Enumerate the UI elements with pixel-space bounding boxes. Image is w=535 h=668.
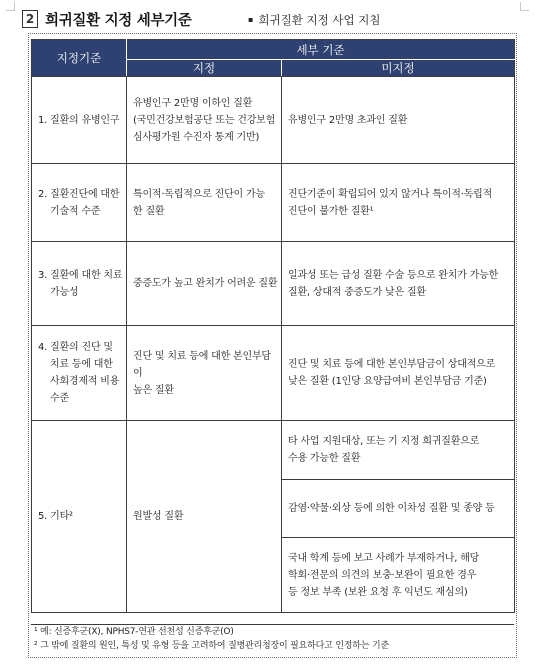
cell-line: 수용 가능한 질환	[288, 453, 361, 464]
cell-line: 일과성 또는 급성 질환 수술 등으로 완치가 가능한	[288, 269, 499, 281]
footnote-1: ¹ 예: 신증후군(X), NPHS7-연관 선천성 신증후군(O)	[34, 627, 234, 637]
cell-line: 진단 및 치료 등에 대한 본인부담이	[133, 350, 271, 379]
cell-line: 한 질환	[133, 205, 165, 217]
header-detail: 세부 기준	[127, 40, 515, 60]
header-designated: 지정	[127, 60, 282, 77]
cell-line: 진단이 불가한 질환¹	[288, 205, 374, 217]
cell-line: 진단 및 치료 등에 대한 본인부담금이 상대적으로	[288, 359, 496, 370]
cell-line: 유병인구 2만명 초과인 질환	[288, 114, 408, 126]
criterion-line: 기술적 수준	[50, 205, 101, 217]
criterion-line: 3. 질환에 대한 치료	[38, 269, 123, 281]
header-not-designated: 미지정	[282, 60, 515, 77]
table-row	[32, 77, 515, 164]
criterion-line: 치료 등에 대한	[50, 359, 113, 370]
criterion-line: 4. 질환의 진단 및	[38, 342, 113, 353]
table-row	[32, 242, 515, 326]
cell-line: 감염·약물·외상 등에 의한 이차성 질환 및 종양 등	[288, 503, 495, 514]
criterion-cell	[32, 77, 127, 164]
not-designated-cell	[282, 421, 515, 480]
bullet-icon: ▪	[248, 15, 254, 24]
criterion-line: 5. 기타²	[38, 511, 73, 522]
cell-line: 등 정보 부족 (보완 요청 후 익년도 재심의)	[288, 586, 468, 598]
cell-line: 타 사업 지원대상, 또는 기 지정 희귀질환으로	[288, 436, 480, 447]
criterion-cell	[32, 242, 127, 326]
crop-mark-left	[6, 2, 15, 11]
heading-note	[248, 12, 380, 28]
cell-line: 심사평가원 수진자 통계 기반)	[133, 131, 260, 143]
not-designated-cell	[282, 164, 515, 242]
criterion-line: 사회경제적 비용	[50, 376, 120, 387]
cell-line: 질환, 상대적 중증도가 낮은 질환	[288, 286, 426, 298]
designated-cell	[127, 421, 282, 613]
section-number-box: 2	[22, 10, 38, 28]
footnotes	[31, 624, 514, 653]
designated-cell	[127, 164, 282, 242]
table-row	[32, 164, 515, 242]
cell-line: 국내 학계 등에 보고 사례가 부재하거나, 해당	[288, 552, 480, 564]
footnote-2: ² 그 밖에 질환의 원인, 특성 및 유형 등을 고려하여 질병관리청장이 필요하다고 인정하는 기준	[34, 641, 389, 651]
cell-line: (국민건강보험공단 또는 건강보험	[133, 114, 276, 126]
table-row	[32, 326, 515, 421]
not-designated-cell	[282, 326, 515, 421]
cell-line: 원발성 질환	[133, 511, 184, 522]
cell-line: 학회·전문의 의견의 보충·보완이 필요한 경우	[288, 569, 477, 581]
criterion-line: 수준	[50, 393, 69, 404]
cell-line: 높은 질환	[133, 384, 174, 396]
criteria-table	[31, 39, 515, 613]
table-row	[32, 421, 515, 480]
cell-line: 중증도가 높고 완치가 어려운 질환	[133, 278, 278, 289]
criterion-line: 가능성	[50, 286, 79, 298]
designated-cell	[127, 242, 282, 326]
section-title: 희귀질환 지정 세부기준	[45, 12, 192, 29]
criterion-line: 1. 질환의 유병인구	[38, 114, 120, 126]
heading-note-text: 희귀질환 지정 사업 지침	[258, 13, 381, 27]
not-designated-cell	[282, 538, 515, 613]
criterion-line: 2. 질환진단에 대한	[38, 188, 120, 200]
cell-line: 낮은 질환 (1인당 요양급여비 본인부담금 기준)	[288, 376, 487, 387]
cell-line: 진단기준이 확립되어 있지 않거나 특이적·독립적	[288, 188, 493, 200]
crop-mark-right	[520, 2, 529, 11]
section-heading	[22, 9, 192, 29]
header-criterion: 지정기준	[32, 40, 127, 77]
criterion-cell	[32, 421, 127, 613]
designated-cell	[127, 77, 282, 164]
cell-line: 특이적·독립적으로 진단이 가능	[133, 188, 265, 200]
criterion-cell	[32, 164, 127, 242]
designated-cell	[127, 326, 282, 421]
criterion-cell	[32, 326, 127, 421]
not-designated-cell	[282, 242, 515, 326]
cell-line: 유병인구 2만명 이하인 질환	[133, 97, 253, 109]
not-designated-cell	[282, 77, 515, 164]
not-designated-cell	[282, 480, 515, 538]
